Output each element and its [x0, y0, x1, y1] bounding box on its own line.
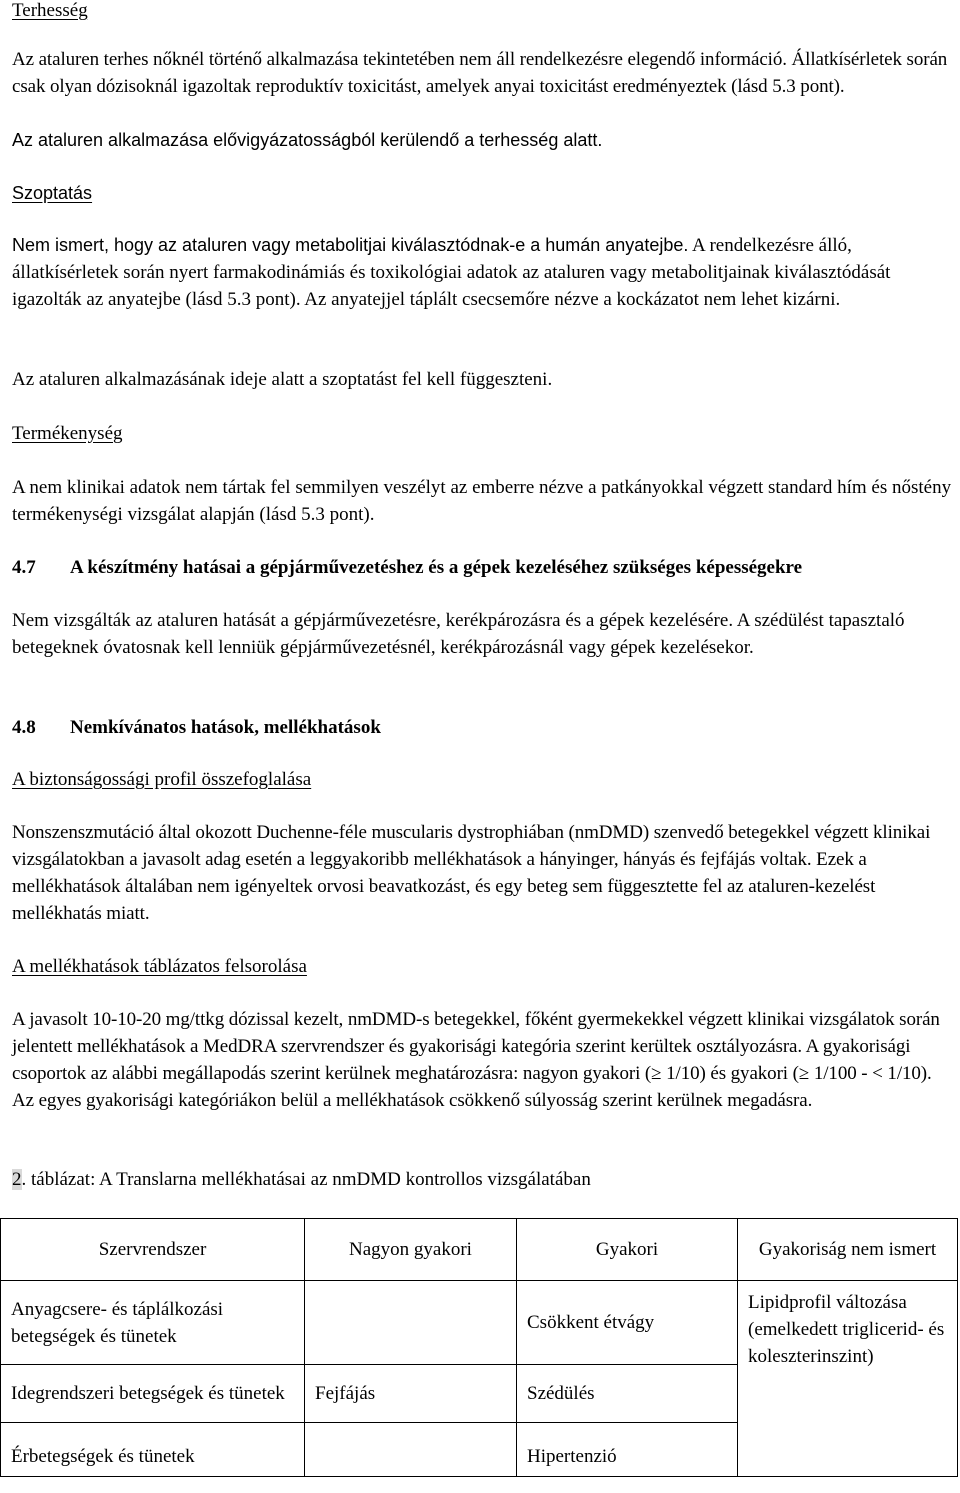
section-title: Nemkívánatos hatások, mellékhatások — [70, 717, 381, 738]
pregnancy-note: Az ataluren alkalmazása elővigyázatosságból kerülendő a terhesség alatt. — [12, 130, 603, 150]
breastfeeding-rest: A rendelkezésre álló, állatkísérletek során nyert farmakodinámiás és toxikológiai adatok az ataluren vagy metabolitjainak kiválasztódását igazolták az anyatejbe (lásd 5.3 pont). Az anyatejjel táplált csecsemőre nézve a kockázatot nem lehet kizárni. — [12, 235, 891, 310]
unknown-frequency-cell: Lipidprofil változása (emelkedett triglicerid- és koleszterinszint) — [738, 1281, 958, 1477]
column-header: Gyakoriság nem ismert — [738, 1219, 958, 1281]
table-number: 2 — [12, 1169, 22, 1190]
very-common-cell — [305, 1281, 517, 1365]
common-cell: Szédülés — [517, 1365, 738, 1423]
section-heading-4-8 — [12, 714, 956, 741]
common-cell: Csökkent étvágy — [517, 1281, 738, 1365]
organ-class-cell: Anyagcsere- és táplálkozási betegségek és tünetek — [1, 1281, 305, 1365]
very-common-cell: Fejfájás — [305, 1365, 517, 1423]
column-header: Nagyon gyakori — [305, 1219, 517, 1281]
section-number: 4.8 — [12, 717, 36, 738]
section-heading-pregnancy: Terhesség — [12, 0, 88, 21]
safety-profile-paragraph: Nonszenszmutáció által okozott Duchenne-féle muscularis dystrophiában (nmDMD) szenvedő betegekkel végzett klinikai vizsgálatokban a javasolt adag esetén a leggyakoribb mellékhatások a hányinger, hányás és fejfájás voltak. Ezek a mellékhatások általában nem igényeltek orvosi beavatkozást, és egy beteg sem függesztette fel az ataluren-kezelést mellékhatás miatt. — [12, 822, 931, 924]
driving-paragraph: Nem vizsgálták az ataluren hatását a gépjárművezetésre, kerékpározásra és a gépek kezelésére. A szédülést tapasztaló betegeknek óvatosnak kell lenniük gépjárművezetésnél, kerékpározásnál vagy gépek kezelésekor. — [12, 610, 905, 658]
organ-class-cell: Idegrendszeri betegségek és tünetek — [1, 1365, 305, 1423]
table-row — [1, 1281, 958, 1365]
section-heading-fertility: Termékenység — [12, 423, 123, 444]
breastfeeding-lead: Nem ismert, hogy az ataluren vagy metabolitjai kiválasztódnak-e a humán anyatejbe. — [12, 235, 689, 255]
section-number: 4.7 — [12, 557, 36, 578]
very-common-cell — [305, 1423, 517, 1477]
breastfeeding-note: Az ataluren alkalmazásának ideje alatt a szoptatást fel kell függeszteni. — [12, 369, 553, 390]
table-header-row — [1, 1219, 958, 1281]
organ-class-cell: Érbetegségek és tünetek — [1, 1423, 305, 1477]
subheading-safety-profile: A biztonságossági profil összefoglalása — [12, 769, 312, 790]
breastfeeding-paragraph — [12, 232, 956, 313]
column-header: Gyakori — [517, 1219, 738, 1281]
table-caption-text: . táblázat: A Translarna mellékhatásai az nmDMD kontrollos vizsgálatában — [21, 1169, 591, 1190]
pregnancy-paragraph: Az ataluren terhes nőknél történő alkalmazása tekintetében nem áll rendelkezésre elegendő információ. Állatkísérletek során csak olyan dózisoknál igazoltak reproduktív toxicitást, amelyek anyai toxicitást eredményeztek (lásd 5.3 pont). — [12, 49, 948, 97]
fertility-paragraph: A nem klinikai adatok nem tártak fel semmilyen veszélyt az emberre nézve a patkányokkal végzett standard hím és nőstény termékenységi vizsgálat alapján (lásd 5.3 pont). — [12, 477, 952, 525]
table-caption — [12, 1166, 956, 1193]
common-cell: Hipertenzió — [517, 1423, 738, 1477]
adverse-reactions-table — [0, 1218, 958, 1477]
section-title: A készítmény hatásai a gépjárművezetéshez és a gépek kezeléséhez szükséges képességekre — [70, 557, 803, 578]
column-header: Szervrendszer — [1, 1219, 305, 1281]
section-heading-4-7 — [12, 554, 956, 581]
tabulated-list-paragraph: A javasolt 10-10-20 mg/ttkg dózissal kezelt, nmDMD-s betegekkel, főként gyermekekkel végzett klinikai vizsgálatok során jelentett mellékhatások a MedDRA szervrendszer és gyakorisági kategória szerint kerültek osztályozásra. A gyakorisági csoportok az alábbi megállapodás szerint kerülnek meghatározásra: nagyon gyakori (≥ 1/10) és gyakori (≥ 1/100 - < 1/10). Az egyes gyakorisági kategóriákon belül a mellékhatások csökkenő súlyosság szerint kerülnek megadásra. — [12, 1009, 940, 1111]
subheading-tabulated-list: A mellékhatások táblázatos felsorolása — [12, 956, 307, 977]
section-heading-breastfeeding: Szoptatás — [12, 183, 93, 203]
